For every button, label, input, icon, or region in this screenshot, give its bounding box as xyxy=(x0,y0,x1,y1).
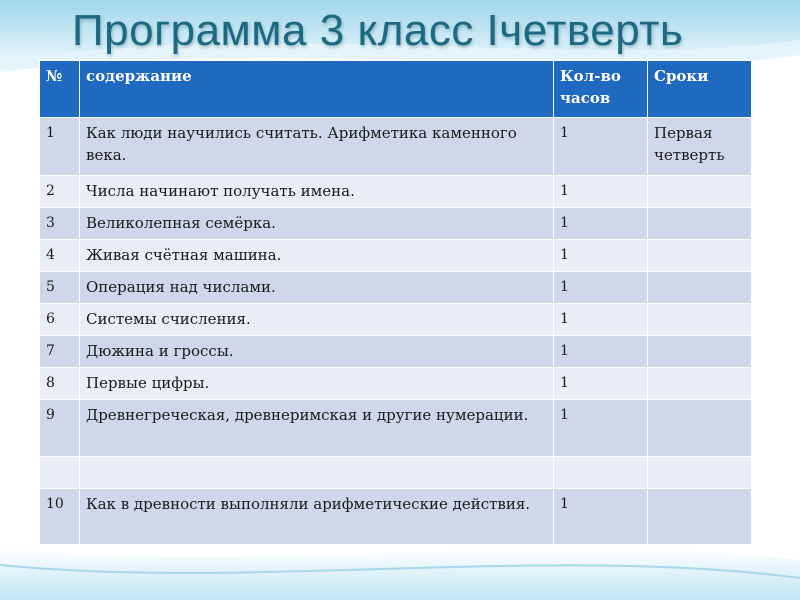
row-content: Как люди научились считать. Арифметика каменного века. xyxy=(80,118,554,176)
program-table xyxy=(39,60,752,545)
row-hours: 1 xyxy=(554,272,648,304)
row-term xyxy=(648,400,752,457)
row-number: 8 xyxy=(40,368,80,400)
row-content: Первые цифры. xyxy=(80,368,554,400)
row-hours: 1 xyxy=(554,176,648,208)
row-number: 2 xyxy=(40,176,80,208)
row-hours: 1 xyxy=(554,489,648,545)
row-term xyxy=(648,240,752,272)
row-content: Операция над числами. xyxy=(80,272,554,304)
row-content xyxy=(80,457,554,489)
row-hours xyxy=(554,457,648,489)
row-hours: 1 xyxy=(554,240,648,272)
row-term xyxy=(648,336,752,368)
row-term xyxy=(648,457,752,489)
table-row xyxy=(40,118,752,176)
table-row xyxy=(40,240,752,272)
row-number: 6 xyxy=(40,304,80,336)
row-content: Великолепная семёрка. xyxy=(80,208,554,240)
header-hours: Кол-во часов xyxy=(554,61,648,118)
row-hours: 1 xyxy=(554,368,648,400)
row-content: Дюжина и гроссы. xyxy=(80,336,554,368)
row-term xyxy=(648,272,752,304)
row-term xyxy=(648,176,752,208)
row-number xyxy=(40,457,80,489)
header-number: № xyxy=(40,61,80,118)
table-row xyxy=(40,336,752,368)
table-row xyxy=(40,304,752,336)
table-row xyxy=(40,489,752,545)
table-header-row xyxy=(40,61,752,118)
row-hours: 1 xyxy=(554,208,648,240)
table-row-empty xyxy=(40,457,752,489)
row-number: 10 xyxy=(40,489,80,545)
row-hours: 1 xyxy=(554,400,648,457)
header-content: содержание xyxy=(80,61,554,118)
row-hours: 1 xyxy=(554,304,648,336)
table-row xyxy=(40,208,752,240)
row-number: 5 xyxy=(40,272,80,304)
table-row xyxy=(40,272,752,304)
header-term: Сроки xyxy=(648,61,752,118)
row-content: Как в древности выполняли арифметические действия. xyxy=(80,489,554,545)
page-title: Программа 3 класс Iчетверть xyxy=(72,6,684,55)
table-row xyxy=(40,400,752,457)
row-content: Числа начинают получать имена. xyxy=(80,176,554,208)
row-term xyxy=(648,208,752,240)
row-content: Древнегреческая, древнеримская и другие нумерации. xyxy=(80,400,554,457)
row-term: Первая четверть xyxy=(648,118,752,176)
row-number: 4 xyxy=(40,240,80,272)
row-term xyxy=(648,304,752,336)
table-row xyxy=(40,368,752,400)
row-number: 1 xyxy=(40,118,80,176)
table-row xyxy=(40,176,752,208)
row-content: Системы счисления. xyxy=(80,304,554,336)
row-hours: 1 xyxy=(554,336,648,368)
row-term xyxy=(648,368,752,400)
row-number: 9 xyxy=(40,400,80,457)
row-number: 3 xyxy=(40,208,80,240)
row-hours: 1 xyxy=(554,118,648,176)
row-term xyxy=(648,489,752,545)
row-number: 7 xyxy=(40,336,80,368)
row-content: Живая счётная машина. xyxy=(80,240,554,272)
